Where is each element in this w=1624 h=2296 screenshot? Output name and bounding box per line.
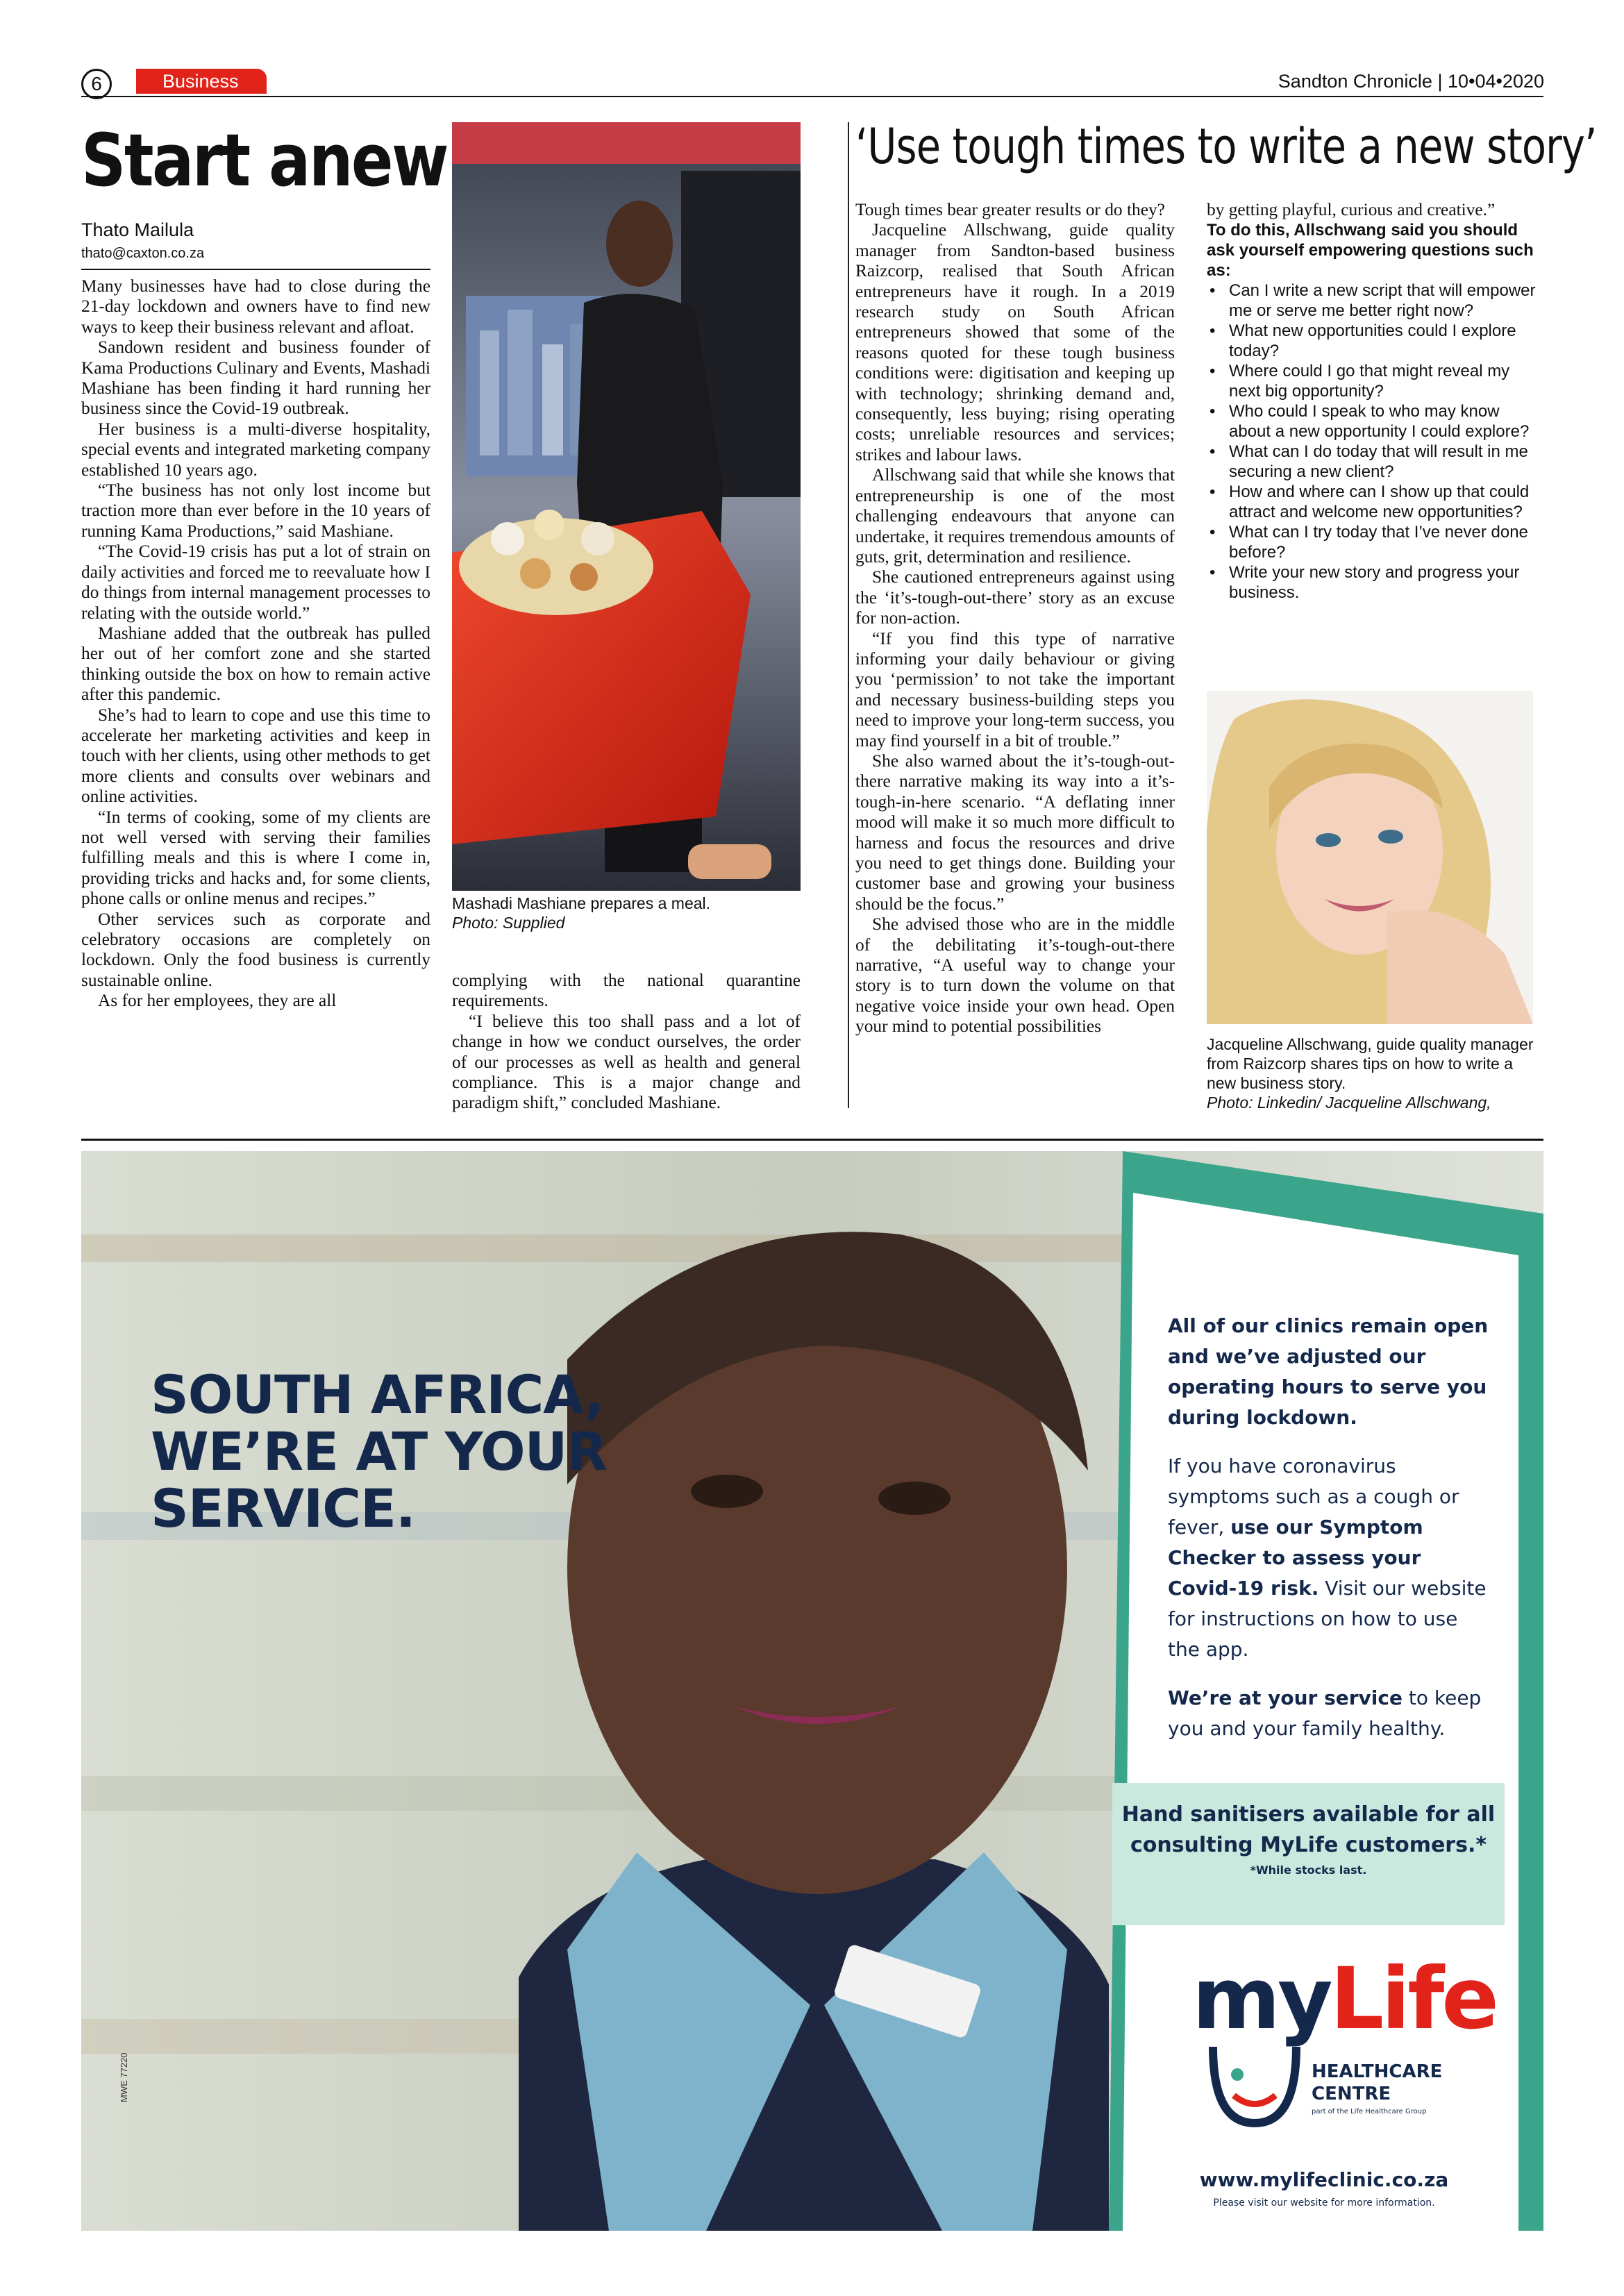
advert-text-bold: We’re at your service [1168, 1686, 1403, 1709]
paragraph: “The business has not only lost income but traction more than ever before in the 10 years of running Kama Productions,” said Mashiane. [81, 480, 430, 541]
logo-subtitle-line: HEALTHCARE [1312, 2061, 1443, 2082]
section-rule [81, 1139, 1543, 1141]
sanitiser-text: Hand sanitisers available for all consulting MyLife customers.* [1121, 1802, 1496, 1857]
questions-list [1207, 280, 1543, 603]
list-item: • Who could I speak to who may know about a new opportunity I could explore? [1207, 401, 1543, 442]
photo-caption-chef [452, 894, 801, 932]
paragraph: “In terms of cooking, some of my clients are not well versed with serving their families fulfilling meals and this is where I come in, providing tricks and hacks and, for some clients, phone calls or online menus and recipes.” [81, 807, 430, 909]
byline-author: Thato Mailula [81, 219, 194, 240]
paragraph: Her business is a multi-diverse hospitality, special events and integrated marketing company established 10 years ago. [81, 419, 430, 480]
paragraph: Sandown resident and business founder of Kama Productions Culinary and Events, Mashadi Mashiane has been finding it hard running her business since the Covid-19 outbreak. [81, 337, 430, 419]
list-item: • Can I write a new script that will empower me or serve me better right now? [1207, 280, 1543, 321]
paragraph: “The Covid-19 crisis has put a lot of strain on daily activities and forced me to reevaluate how I do things from internal management processes to relating with the outside world.” [81, 542, 430, 623]
paragraph: Many businesses have had to close during the 21-day lockdown and owners have to find new ways to keep their business relevant and afloat. [81, 276, 430, 337]
smile-icon [1206, 2040, 1303, 2137]
caption-text: Mashadi Mashiane prepares a meal. [452, 894, 711, 912]
photo-credit: Photo: Linkedin/ Jacqueline Allschwang, [1207, 1093, 1491, 1112]
article-left-column-2 [452, 971, 801, 1114]
paragraph: complying with the national quarantine requirements. [452, 971, 801, 1011]
advert-code: MWE 77220 [119, 2052, 129, 2102]
photo-chef-mashiane [452, 122, 801, 891]
advert-symptom-checker [1168, 1451, 1494, 1665]
paragraph: “If you find this type of narrative informing your daily behaviour or giving you ‘permission’ to not take the important and necessary business-building steps you need to improve your long-term success, you may find yourself in a bit of trouble.” [855, 628, 1175, 751]
questions-intro: To do this, Allschwang said you should ask yourself empowering questions such as: [1207, 221, 1534, 280]
mylife-logo [1192, 1950, 1497, 2144]
list-item: • What can I try today that I’ve never done before? [1207, 522, 1543, 562]
section-tab: Business [136, 69, 267, 94]
caption-credit [452, 913, 801, 932]
advert-url-note: Please visit our website for more information. [1213, 2197, 1435, 2209]
advert-text-bold: use our Symptom Checker to assess your Covid-19 risk. [1168, 1516, 1423, 1600]
logo-subtitle-line: CENTRE [1312, 2084, 1391, 2104]
article-left-column-1 [81, 276, 430, 1012]
masthead-date: Sandton Chronicle | 10•04•2020 [1278, 71, 1544, 92]
paragraph: Other services such as corporate and celebratory occasions are completely on lockdown. Only the food business is currently sustainable online. [81, 909, 430, 990]
article-right-column-1 [855, 200, 1175, 1037]
article-right-column-2 [1207, 200, 1543, 603]
photo-jacqueline-allschwang [1207, 691, 1533, 1024]
caption-credit [1207, 1093, 1543, 1112]
paragraph: As for her employees, they are all [98, 991, 337, 1011]
caption-text: Jacqueline Allschwang, guide quality manager from Raizcorp shares tips on how to write a new business story. [1207, 1035, 1534, 1092]
paragraph: She also warned about the it’s-tough-out-there narrative making its way into a it’s-tough-in-here scenario. “A deflating inner mood will make it so much more difficult to harness and focus the resources and drive you need to get things done. Building your customer base and growing your business should be the focus.” [855, 751, 1175, 914]
list-item: • Write your new story and progress your business. [1207, 562, 1543, 603]
photo-chef-illustration [452, 122, 801, 891]
advert-url[interactable]: www.mylifeclinic.co.za [1199, 2168, 1449, 2191]
advert-clinics-open: All of our clinics remain open and we’ve adjusted our operating hours to serve you during lockdown. [1168, 1314, 1489, 1429]
advert-service [1168, 1683, 1494, 1744]
paragraph: by getting playful, curious and creative.” [1207, 200, 1496, 219]
column-divider [848, 122, 849, 1108]
advert-headline-line: WE’RE AT YOUR [151, 1421, 607, 1482]
headline-tough-times: ‘Use tough times to write a new story’ [855, 118, 1597, 175]
list-item: • What new opportunities could I explore today? [1207, 321, 1543, 361]
advert-text: Visit our website for instructions on how to use the app. [1168, 1577, 1487, 1661]
headline-start-anew: Start anew [81, 118, 448, 203]
logo-my: my [1192, 1950, 1330, 2048]
paragraph: Tough times bear greater results or do they? [855, 200, 1165, 219]
paragraph: “I believe this too shall pass and a lot of change in how we conduct ourselves, the order of our processes as well as health and general compliance. This is a major change and paradigm shift,” concluded Mashiane. [452, 1011, 801, 1113]
logo-subtitle [1312, 2061, 1442, 2105]
advert-text: to keep you and your family healthy. [1168, 1686, 1482, 1740]
logo-group-note: part of the Life Healthcare Group [1312, 2108, 1427, 2115]
paragraph: Jacqueline Allschwang, guide quality manager from Sandton-based business Raizcorp, realised that South African entrepreneurs have it rough. In a 2019 research study on South African entrepreneurs showed that some of the reasons quoted for these tough business conditions were: digitisation and keeping up with technology; shrinking demand and, consequently, less buying; rising operating costs; unreliable resources and services; strikes and labour laws. [855, 220, 1175, 464]
paragraph: She cautioned entrepreneurs against using the ‘it’s-tough-out-there’ story as an excuse for non-action. [855, 567, 1175, 628]
advert-text: If you have coronavirus symptoms such as a cough or fever, [1168, 1455, 1459, 1539]
page-number: 6 [81, 69, 112, 99]
logo-wordmark [1192, 1950, 1497, 2048]
header-rule [81, 96, 1543, 97]
advert-headline-line: SERVICE. [151, 1477, 415, 1539]
paragraph: Mashiane added that the outbreak has pulled her out of her comfort zone and she started thinking outside the box on how to remain active after this pandemic. [81, 623, 430, 705]
sanitiser-box [1112, 1783, 1505, 1925]
list-item: • How and where can I show up that could attract and welcome new opportunities? [1207, 482, 1543, 522]
mylife-advertisement [81, 1151, 1543, 2231]
photo-portrait-illustration [1207, 691, 1533, 1024]
paragraph: She’s had to learn to cope and use this time to accelerate her marketing activities and keep in touch with her clients, using other methods to get more clients and consults over webinars and online activities. [81, 705, 430, 807]
list-item: • What can I do today that will result in me securing a new client? [1207, 442, 1543, 482]
byline-rule [81, 269, 430, 270]
advert-woman-portrait [519, 1232, 1109, 2231]
photo-caption-jacqueline [1207, 1034, 1543, 1112]
advert-body [1168, 1311, 1494, 1762]
byline-email: thato@caxton.co.za [81, 246, 205, 261]
paragraph: She advised those who are in the middle of the debilitating it’s-tough-out-there narrative, “A useful way to change your story is to turn down the volume on that negative voice inside your own head. Open your mind to potential possibilities [855, 914, 1175, 1037]
sanitiser-note: *While stocks last. [1250, 1863, 1367, 1877]
paragraph: Allschwang said that while she knows that entrepreneurship is one of the most challenging endeavours that anyone can undertake, it requires tremendous amounts of guts, grit, determination and resilience. [855, 465, 1175, 567]
advert-headline-line: SOUTH AFRICA, [151, 1364, 604, 1425]
photo-credit: Photo: Supplied [452, 914, 565, 932]
list-item: • Where could I go that might reveal my next big opportunity? [1207, 361, 1543, 401]
advert-headline [151, 1366, 607, 1537]
logo-life: Life [1330, 1950, 1497, 2048]
